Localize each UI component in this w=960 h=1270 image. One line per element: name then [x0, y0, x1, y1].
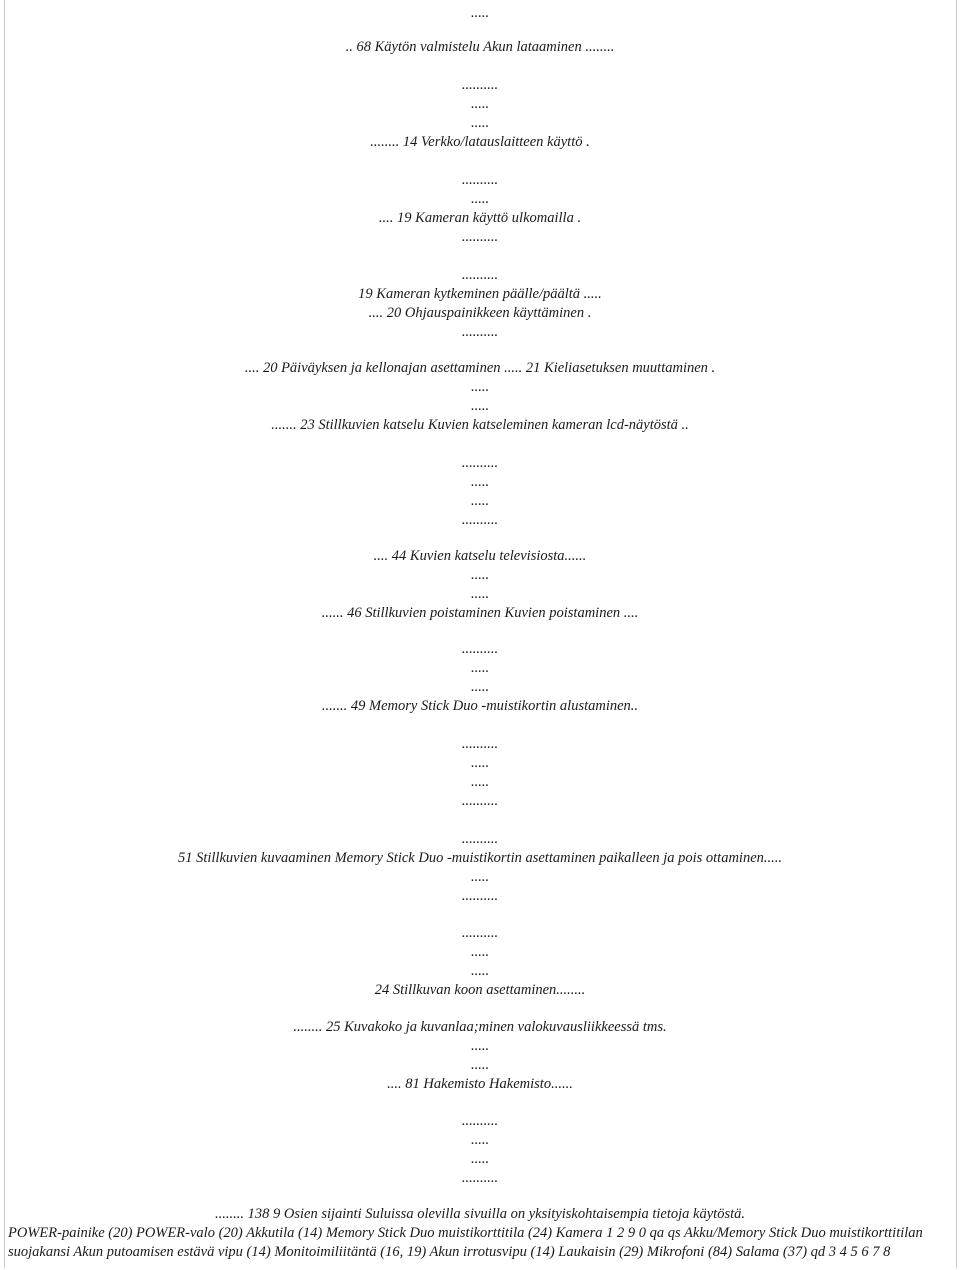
- toc-line: .... 19 Kameran käyttö ulkomailla .: [378, 210, 582, 226]
- toc-line: 51 Stillkuvien kuvaaminen Memory Stick Duo -muistikortin asettaminen paikalleen ja pois ottaminen.....: [177, 850, 783, 866]
- toc-line: ..........: [461, 172, 499, 188]
- toc-line: ........ 25 Kuvakoko ja kuvanlaa;minen valokuvausliikkeessä tms.: [293, 1019, 667, 1035]
- toc-line: .....: [470, 398, 490, 414]
- parts-legend-line: suojakansi Akun putoamisen estävä vipu (14) Monitoimiliitäntä (16, 19) Akun irrotusvipu (14) Laukaisin (29) Mikrofoni (84) Salama (37) qd 3 4 5 6 7 8: [8, 1244, 891, 1260]
- toc-line: ....... 23 Stillkuvien katselu Kuvien katseleminen kameran lcd-näytöstä ..: [271, 417, 689, 433]
- toc-line: .....: [470, 1038, 490, 1054]
- toc-line: .... 81 Hakemisto Hakemisto......: [387, 1076, 573, 1092]
- toc-line: .....: [470, 660, 490, 676]
- toc-line: .....: [470, 679, 490, 695]
- toc-line: ..........: [461, 512, 499, 528]
- toc-line: 19 Kameran kytkeminen päälle/päältä .....: [358, 286, 602, 302]
- toc-line: ..........: [461, 888, 499, 904]
- toc-line: .....: [470, 963, 490, 979]
- toc-line: 24 Stillkuvan koon asettaminen........: [374, 982, 586, 998]
- toc-line: ..........: [461, 77, 499, 93]
- toc-line: .....: [470, 191, 490, 207]
- toc-line: .....: [470, 493, 490, 509]
- toc-line: .....: [470, 1057, 490, 1073]
- toc-line: .... 44 Kuvien katselu televisiosta......: [373, 548, 587, 564]
- toc-line: .....: [470, 1132, 490, 1148]
- toc-line: .. 68 Käytön valmistelu Akun lataaminen ........: [345, 39, 615, 55]
- toc-line: .....: [470, 774, 490, 790]
- toc-line: .....: [470, 96, 490, 112]
- toc-line: ..........: [461, 455, 499, 471]
- toc-line: ..........: [461, 793, 499, 809]
- toc-line: ..........: [461, 736, 499, 752]
- parts-legend-line: POWER-painike (20) POWER-valo (20) Akkutila (14) Memory Stick Duo muistikorttitila (24) Kamera 1 2 9 0 qa qs Akku/Memory Stick Duo muistikorttitilan: [8, 1225, 923, 1241]
- toc-line: .....: [470, 1151, 490, 1167]
- toc-line: ........ 14 Verkko/latauslaitteen käyttö .: [370, 134, 590, 150]
- toc-line: ..........: [461, 925, 499, 941]
- toc-line: .....: [470, 379, 490, 395]
- toc-line: ..........: [461, 324, 499, 340]
- toc-line: ........ 138 9 Osien sijainti Suluissa olevilla sivuilla on yksityiskohtaisempia tietoja käytöstä.: [214, 1206, 745, 1222]
- toc-line: ..........: [461, 1113, 499, 1129]
- toc-line: .... 20 Päiväyksen ja kellonajan asettaminen ..... 21 Kieliasetuksen muuttaminen .: [244, 360, 716, 376]
- toc-line: ...... 46 Stillkuvien poistaminen Kuvien poistaminen ....: [321, 605, 639, 621]
- toc-line: ..........: [461, 641, 499, 657]
- toc-line: .....: [470, 755, 490, 771]
- toc-line: .....: [470, 869, 490, 885]
- toc-line: .....: [470, 586, 490, 602]
- toc-line: ..........: [461, 267, 499, 283]
- toc-line: .....: [470, 5, 490, 21]
- toc-line: ....... 49 Memory Stick Duo -muistikortin alustaminen..: [321, 698, 639, 714]
- toc-line: .....: [470, 474, 490, 490]
- toc-line: .....: [470, 115, 490, 131]
- toc-line: .... 20 Ohjauspainikkeen käyttäminen .: [368, 305, 592, 321]
- toc-line: .....: [470, 567, 490, 583]
- toc-line: ..........: [461, 1170, 499, 1186]
- toc-line: ..........: [461, 229, 499, 245]
- toc-line: ..........: [461, 831, 499, 847]
- toc-line: .....: [470, 944, 490, 960]
